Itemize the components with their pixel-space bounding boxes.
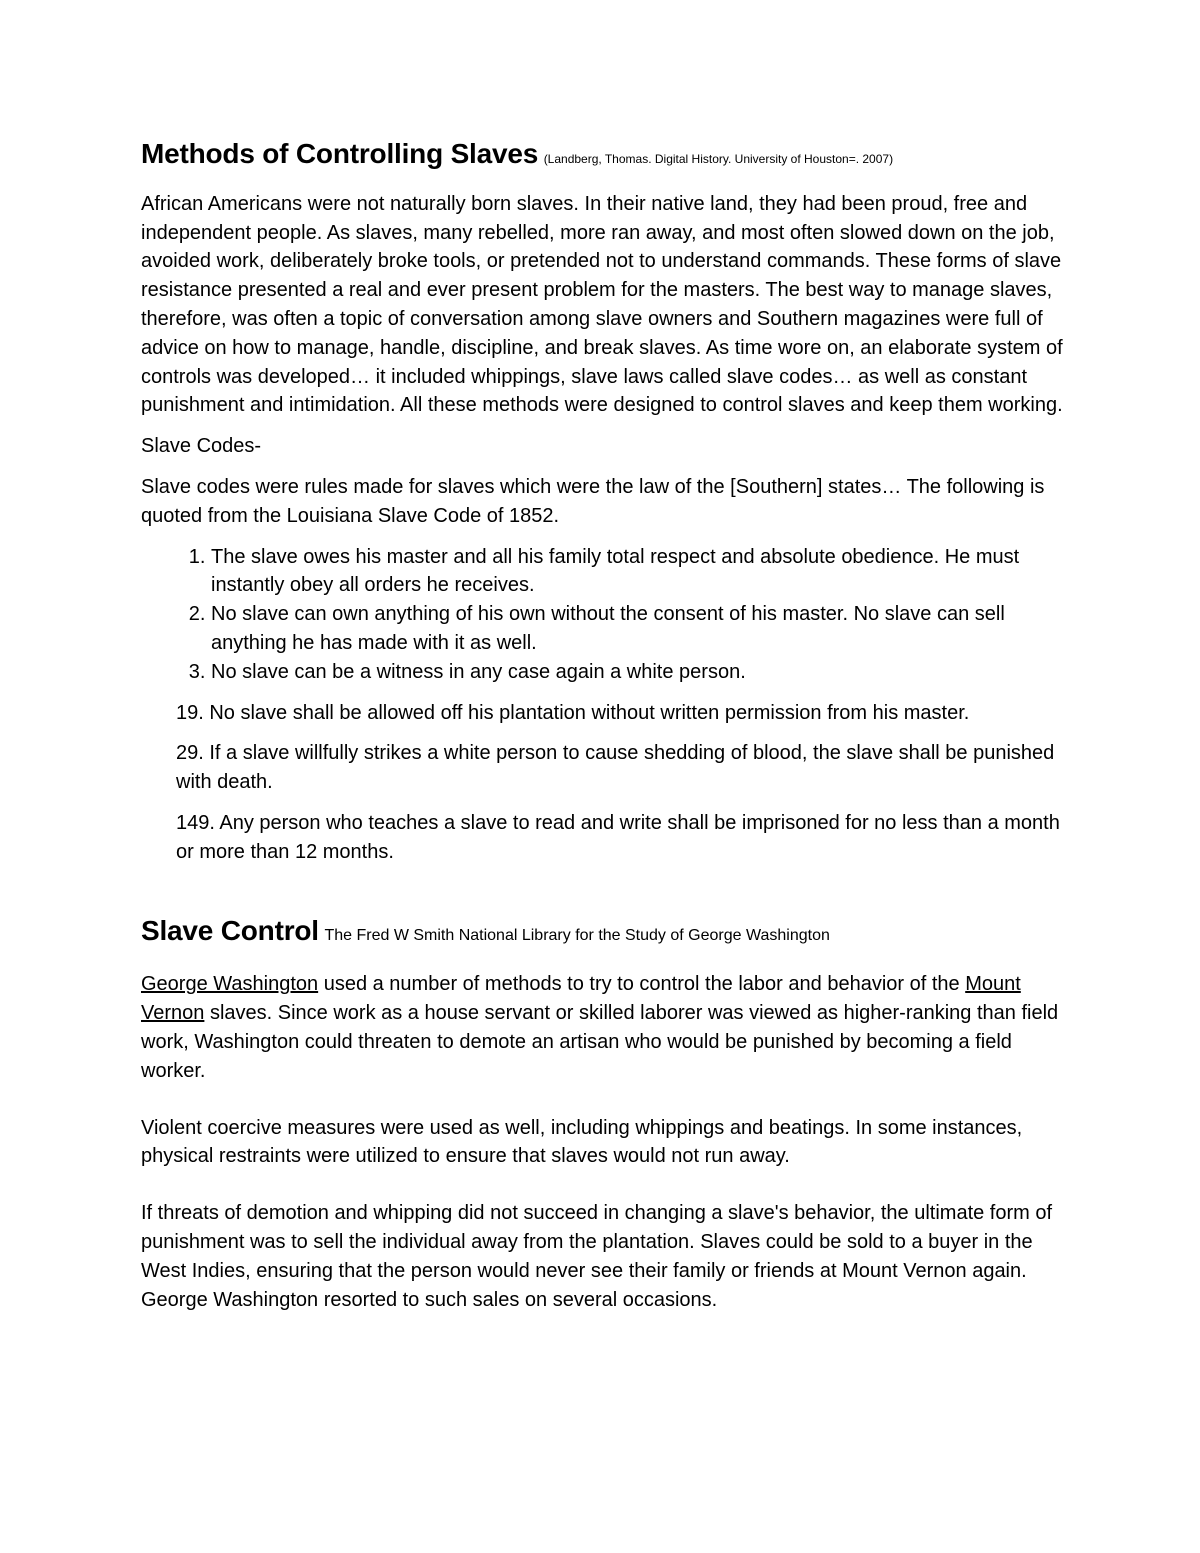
section2-citation: The Fred W Smith National Library for the Study of George Washington xyxy=(324,926,830,944)
list-item: 1. The slave owes his master and all his family total respect and absolute obedience. He must instantly obey all orders he receives. xyxy=(211,543,1071,601)
slave-codes-list xyxy=(141,543,1071,687)
section2-paragraph-1-text-a: used a number of methods to try to control the labor and behavior of the xyxy=(318,973,966,996)
mount-vernon-link[interactable]: Mount Vernon xyxy=(141,973,1021,1025)
section1-title: Methods of Controlling Slaves xyxy=(141,138,539,169)
code-29-paragraph: 29. If a slave willfully strikes a white person to cause shedding of blood, the slave shall be punished with death. xyxy=(176,742,1055,794)
section1-heading xyxy=(141,140,1071,174)
slave-codes-subheading: Slave Codes- xyxy=(141,435,262,458)
section2-title: Slave Control xyxy=(141,914,319,946)
section1-intro-paragraph: African Americans were not naturally born slaves. In their native land, they had been proud, free and independent people. As slaves, many rebelled, more ran away, and most often slowed down on the job, avoided work, deliberately broke tools, or pretended not to understand commands. These forms of slave resistance presented a real and ever present problem for the masters. The best way to manage slaves, therefore, was often a topic of conversation among slave owners and Southern magazines were full of advice on how to manage, handle, discipline, and break slaves. As time wore on, an elaborate system of controls was developed… it included whippings, slave laws called slave codes… as well as constant punishment and intimidation. All these methods were designed to control slaves and keep them working. xyxy=(141,192,1063,417)
document-page xyxy=(141,140,1071,1314)
section2-paragraph-1 xyxy=(141,970,1071,1085)
section2-paragraph-1-text-b: slaves. Since work as a house servant or skilled laborer was viewed as higher-ranking than field work, Washington could threaten to demote an artisan who would be punished by becoming a field worker. xyxy=(141,1002,1059,1082)
section1-citation: (Landberg, Thomas. Digital History. University of Houston=. 2007) xyxy=(543,152,894,166)
code-149-paragraph: 149. Any person who teaches a slave to read and write shall be imprisoned for no less than a month or more than 12 months. xyxy=(176,811,1060,863)
code-19-paragraph: 19. No slave shall be allowed off his plantation without written permission from his master. xyxy=(176,701,970,724)
list-item: 3. No slave can be a witness in any case again a white person. xyxy=(211,658,1071,687)
section2-heading xyxy=(141,914,1071,951)
section2-paragraph-2: Violent coercive measures were used as well, including whippings and beatings. In some instances, physical restraints were utilized to ensure that slaves would not run away. xyxy=(141,1116,1023,1168)
list-item: 2. No slave can own anything of his own without the consent of his master. No slave can sell anything he has made with it as well. xyxy=(211,600,1071,658)
slave-codes-intro-paragraph: Slave codes were rules made for slaves which were the law of the [Southern] states… The following is quoted from the Louisiana Slave Code of 1852. xyxy=(141,475,1045,527)
george-washington-link[interactable]: George Washington xyxy=(141,973,319,996)
section2-paragraph-3: If threats of demotion and whipping did not succeed in changing a slave's behavior, the ultimate form of punishment was to sell the individual away from the plantation. Slaves could be sold to a buyer in the West Indies, ensuring that the person would never see their family or friends at Mount Vernon again. George Washington resorted to such sales on several occasions. xyxy=(141,1202,1053,1311)
